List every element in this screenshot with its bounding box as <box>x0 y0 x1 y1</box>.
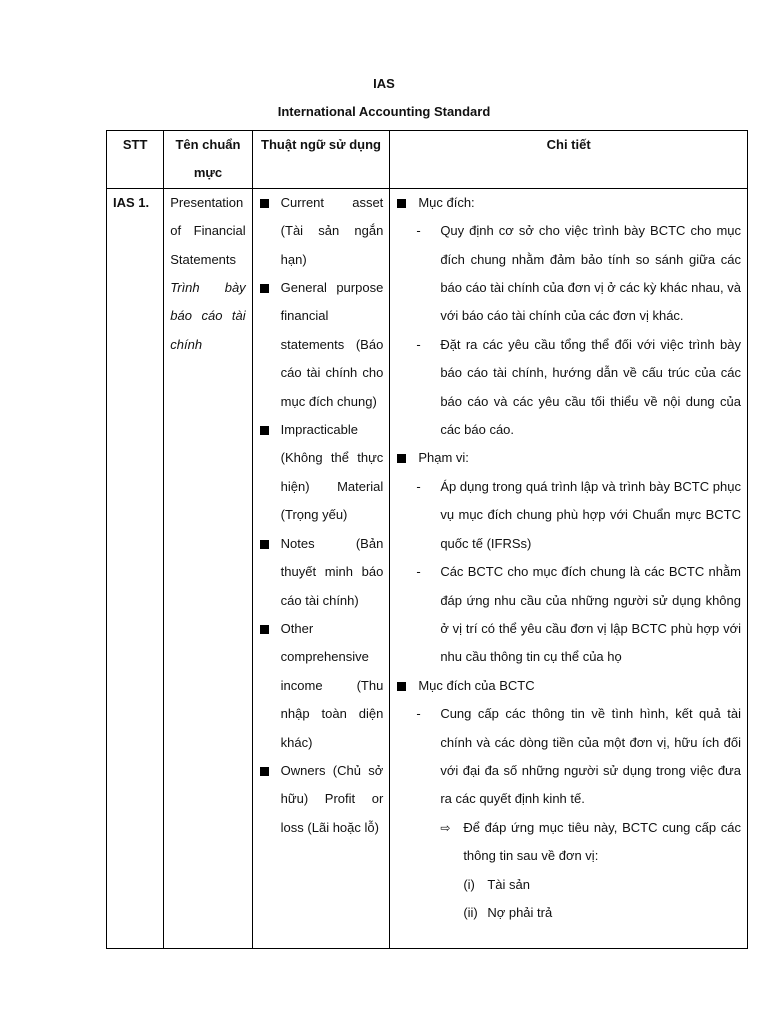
list-item-number: (ii) <box>463 904 478 920</box>
dash-marker: - <box>416 706 421 722</box>
details-cell <box>390 188 748 948</box>
purpose-item <box>396 217 741 331</box>
scope-item <box>396 473 741 558</box>
purpose-item-text: Đặt ra các yêu cầu tổng thể đối với việc trình bày báo cáo tài chính, hướng dẫn về cấu trúc của các báo cáo và các yêu cầu tối thiểu về nội dung của các báo cáo. <box>440 336 741 438</box>
header-standard-name: Tên chuẩn mực <box>164 131 252 189</box>
purpose-item-text: Quy định cơ sở cho việc trình bày BCTC cho mục đích chung nhằm đảm bảo tính so sánh giữa các báo cáo tài chính của đơn vị ở các kỳ khác nhau, và với báo cáo tài chính của các đơn vị khác. <box>440 223 741 324</box>
scope-item <box>396 558 741 672</box>
header-stt: STT <box>107 131 164 189</box>
bctc-purpose-item-text: Cung cấp các thông tin về tình hình, kết quả tài chính và các dòng tiền của một đơn vị, hữu ích đối với đại đa số những người sử dụng trong việc đưa ra các quyết định kinh tế. <box>440 706 741 807</box>
list-item-text: Nợ phải trả <box>487 904 553 920</box>
ias-table <box>106 130 748 949</box>
scope-heading: Phạm vi: <box>396 444 741 472</box>
standard-name-vi: Trình bày báo cáo tài chính <box>170 280 246 352</box>
list-item-text: Tài sản <box>487 876 530 892</box>
row-stt: IAS 1. <box>107 188 164 948</box>
table-header-row <box>107 131 748 189</box>
term-item: Notes (Bản thuyết minh báo cáo tài chính) <box>259 530 384 615</box>
list-item <box>396 899 741 927</box>
standard-name-cell <box>164 188 252 948</box>
term-item: Impracticable (Không thể thực hiện) Material (Trọng yếu) <box>259 416 384 530</box>
header-details: Chi tiết <box>390 131 748 189</box>
term-item: Other comprehensive income (Thu nhập toàn diện khác) <box>259 615 384 757</box>
dash-marker: - <box>416 478 421 494</box>
scope-item-text: Các BCTC cho mục đích chung là các BCTC nhằm đáp ứng nhu cầu của những người sử dụng không ở vị trí có thể yêu cầu đơn vị lập BCTC phù hợp với nhu cầu thông tin cụ thể của họ <box>440 564 741 665</box>
term-item: General purpose financial statements (Báo cáo tài chính cho mục đích chung) <box>259 274 384 416</box>
table-row <box>107 188 748 948</box>
document-title: IAS <box>373 76 395 91</box>
arrow-right-icon: ⇨ <box>440 820 451 835</box>
purpose-item <box>396 331 741 445</box>
term-item: Current asset (Tài sản ngắn hạn) <box>259 189 384 274</box>
term-item: Owners (Chủ sở hữu) Profit or loss (Lãi hoặc lỗ) <box>259 757 384 842</box>
header-terms: Thuật ngữ sử dụng <box>252 131 390 189</box>
bctc-purpose-item <box>396 700 741 814</box>
scope-item-text: Áp dụng trong quá trình lập và trình bày BCTC phục vụ mục đích chung phù hợp với Chuẩn mực BCTC quốc tế (IFRSs) <box>440 478 741 551</box>
list-item-number: (i) <box>463 876 475 892</box>
arrow-item <box>396 814 741 871</box>
terms-cell <box>252 188 390 948</box>
document-subtitle: International Accounting Standard <box>277 104 491 119</box>
dash-marker: - <box>416 223 421 239</box>
arrow-item-text: Để đáp ứng mục tiêu này, BCTC cung cấp các thông tin sau về đơn vị: <box>463 819 741 864</box>
dash-marker: - <box>416 336 421 352</box>
list-item <box>396 871 741 899</box>
bctc-purpose-heading: Mục đích của BCTC <box>396 672 741 700</box>
dash-marker: - <box>416 564 421 580</box>
standard-name-en: Presentation of Financial Statements <box>170 194 246 267</box>
purpose-heading: Mục đích: <box>396 189 741 217</box>
